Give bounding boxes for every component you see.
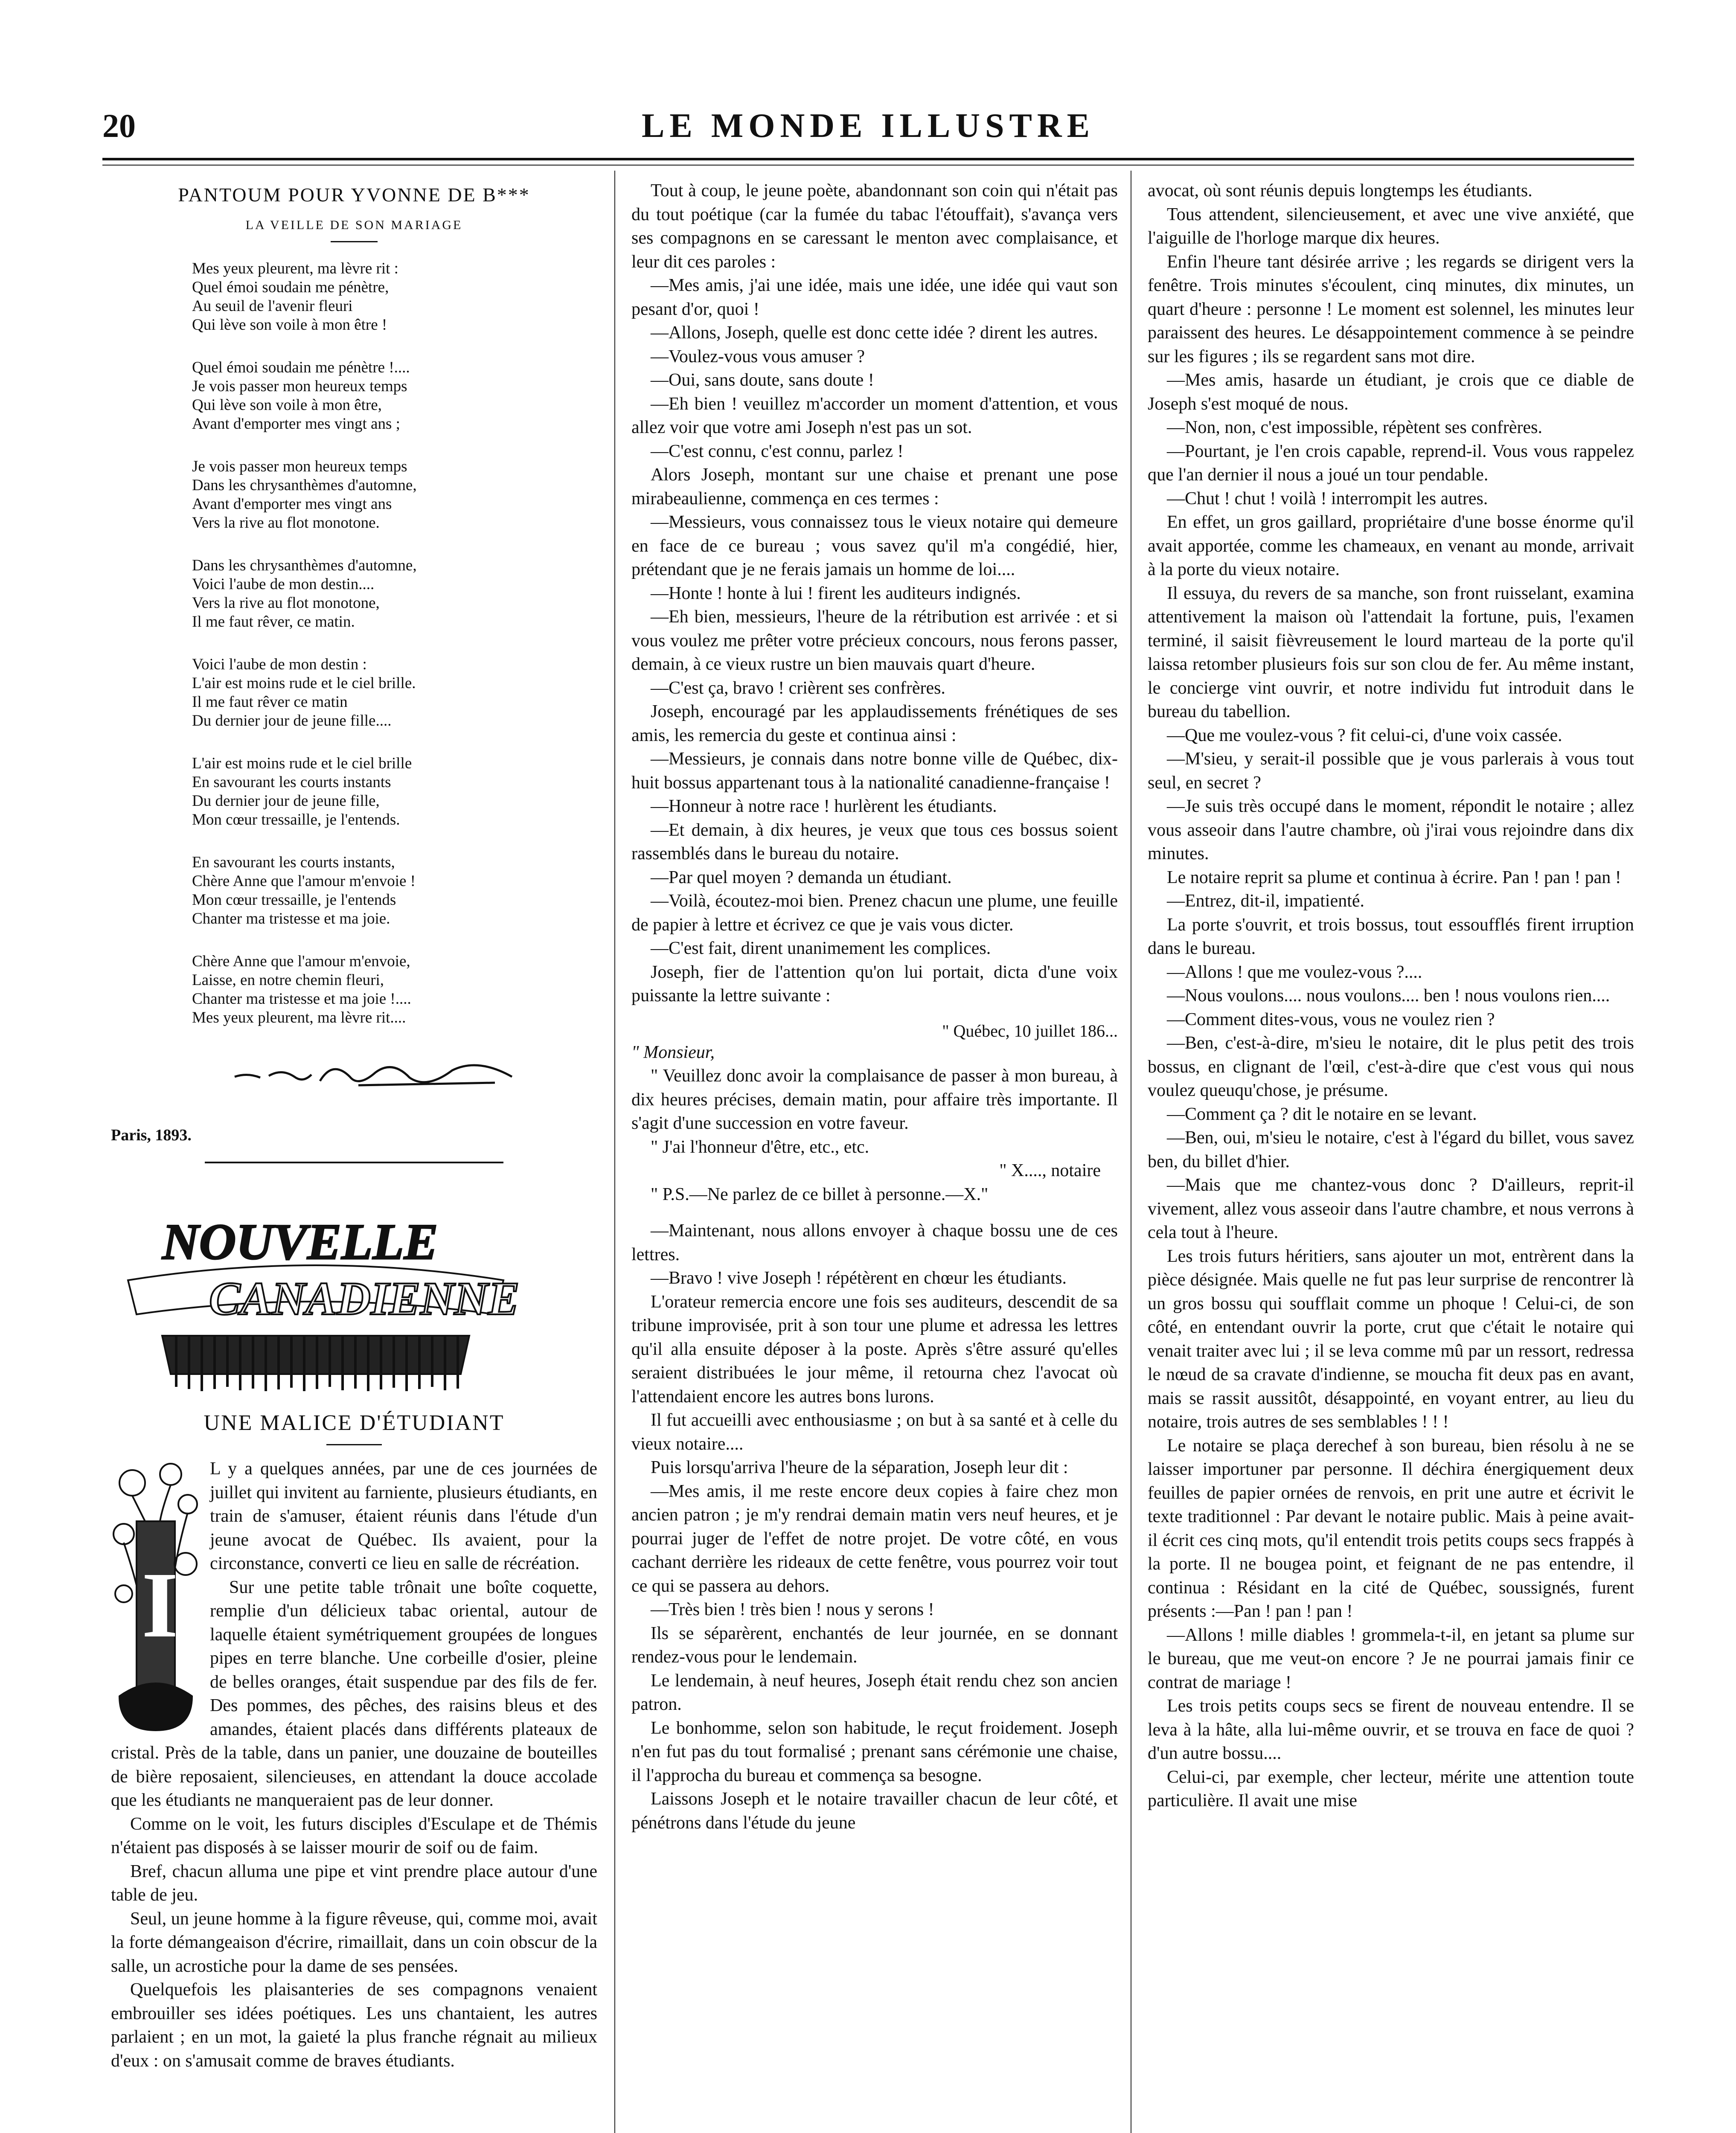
poem-verse: Voici l'aube de mon destin : <box>192 656 367 673</box>
story-paragraph: Le lendemain, à neuf heures, Joseph était rendu chez son ancien patron. <box>631 1671 1118 1714</box>
story-paragraph: Ils se séparèrent, enchantés de leur journée, en se donnant rendez-vous pour le lendemain. <box>631 1623 1118 1667</box>
poem-verse: En savourant les courts instants <box>192 773 391 791</box>
poem-stanza <box>192 853 597 928</box>
letter-closing: " J'ai l'honneur d'être, etc., etc. <box>651 1137 869 1157</box>
poem-title: PANTOUM POUR YVONNE DE B*** <box>178 184 530 206</box>
story-paragraph: —Oui, sans doute, sans doute ! <box>651 370 874 390</box>
poem-stanza <box>192 556 597 631</box>
story-paragraph: —Allons ! mille diables ! grommela-t-il, en jetant sa plume sur le bureau, que me veut-on encore ? Je ne pourrai jamais finir ce contrat de mariage ! <box>1148 1625 1634 1692</box>
story-paragraph: —Non, non, c'est impossible, répètent ses confrères. <box>1167 418 1543 437</box>
column-divider <box>614 171 615 2133</box>
letter-signature: " X...., notaire <box>999 1161 1101 1180</box>
banner-word-canadienne: CANADIENNE <box>209 1273 520 1325</box>
poem-verse: Quel émoi soudain me pénètre !.... <box>192 359 410 376</box>
poem-stanza <box>192 358 597 433</box>
page-number: 20 <box>102 107 136 144</box>
story-paragraph: —Très bien ! très bien ! nous y serons ! <box>651 1600 934 1619</box>
story-column-2 <box>631 179 1118 1008</box>
story-paragraph: Bref, chacun alluma une pipe et vint prendre place autour d'une table de jeu. <box>111 1861 597 1905</box>
story-paragraph: Laissons Joseph et le notaire travailler chacun de leur côté, et pénétrons dans l'étude du jeune <box>631 1789 1118 1833</box>
story-paragraph: Comme on le voit, les futurs disciples d'Esculape et de Thémis n'étaient pas disposés à se laisser mourir de soif ou de faim. <box>111 1814 597 1857</box>
story-paragraph: L y a quelques années, par une de ces journées de juillet qui invitent au farniente, plusieurs étudiants, en train de s'amuser, étaient réunis dans l'étude d'un jeune avocat de Québec. Ils avaient, pour la circonstance, converti ce lieu en salle de récréation. <box>210 1459 597 1573</box>
poem-verse: Il me faut rêver ce matin <box>192 693 348 711</box>
story-paragraph: —Par quel moyen ? demanda un étudiant. <box>651 867 952 887</box>
story-paragraph: Le notaire se plaça derechef à son bureau, bien résolu à ne se laisser importuner par personne. Il déchira énergiquement deux feuilles de papier ornées de renvois, en prit une autre et écrivit le texte traditionnel : Par devant le notaire public. Mais à peine avait-il écrit ces cinq mots, qu'il entendit trois petits coups secs frappés à la porte. Il ne bougea point, et feignant de ne pas entendre, il continua : Résidant en la cité de Québec, soussignés, furent présents :—Pan ! pan ! pan ! <box>1148 1436 1634 1621</box>
story-title: UNE MALICE D'ÉTUDIANT <box>204 1411 505 1435</box>
story-paragraph: La porte s'ouvrit, et trois bossus, tout essoufflés firent irruption dans le bureau. <box>1148 915 1634 958</box>
story-paragraph: L'orateur remercia encore une fois ses auditeurs, descendit de sa tribune improvisée, prit à son tour une plume et adressa les lettres qu'il alla ensuite déposer à la poste. Après s'être assuré qu'elles seraient distribuées le jour même, il retourna chez l'avocat où l'attendaient encore les autres bons lurons. <box>631 1292 1118 1407</box>
story-paragraph: Il fut accueilli avec enthousiasme ; on but à sa santé et à celle du vieux notaire.... <box>631 1410 1118 1454</box>
story-paragraph: —Mes amis, il me reste encore deux copies à faire chez mon ancien patron ; je m'y rendrai demain matin vers neuf heures, et je pourrai juger de l'effet de notre projet. De votre côté, en vous cachant derrière les rideaux de cette fenêtre, vous pourrez voir tout ce qui se passera au dehors. <box>631 1481 1118 1596</box>
story-paragraph: —Entrez, dit-il, impatienté. <box>1167 891 1365 911</box>
poem-stanza <box>192 457 597 532</box>
story-paragraph: —Ben, c'est-à-dire, m'sieu le notaire, dit le plus petit des trois bossus, en clignant de l'œil, c'est-à-dire que c'est vous qui nous voulez queuqu'chose, je présume. <box>1148 1033 1634 1100</box>
story-paragraph: —Honneur à notre race ! hurlèrent les étudiants. <box>651 796 997 816</box>
story-paragraph: —Que me voulez-vous ? fit celui-ci, d'une voix cassée. <box>1167 725 1562 745</box>
story-paragraph: —Allons, Joseph, quelle est donc cette idée ? dirent les autres. <box>651 323 1098 343</box>
story-paragraph: —Mais que me chantez-vous donc ? D'ailleurs, reprit-il vivement, allez vous asseoir dans l'autre chambre, et nous verrons à cela tout à l'heure. <box>1148 1175 1634 1242</box>
story-paragraph: Les trois futurs héritiers, sans ajouter un mot, entrèrent dans la pièce désignée. Mais quelle ne fut pas leur surprise de rencontrer là un gros bossu qui soufflait comme un phoque ! Celui-ci, de son côté, en entendant ouvrir la porte, crut que c'était le notaire qui venait traiter avec lui ; il se leva comme mû par un ressort, redressa le nœud de sa cravate d'indienne, se moucha fit deux pas en avant, mais se rassit aussitôt, désappointé, en voyant entrer, au lieu du notaire, trois autres de ses semblables ! ! ! <box>1148 1246 1634 1432</box>
letter-salutation: " Monsieur, <box>631 1042 715 1062</box>
story-paragraph: —C'est fait, dirent unanimement les complices. <box>651 939 991 958</box>
story-paragraph: Tout à coup, le jeune poète, abandonnant son coin qui n'était pas du tout poétique (car la fumée du tabac l'étouffait), s'avança vers ses compagnons en se caressant le menton avec complaisance, et leur dit ces paroles : <box>631 181 1118 272</box>
poem-verse: L'air est moins rude et le ciel brille <box>192 755 412 772</box>
story-paragraph: Joseph, encouragé par les applaudissements frénétiques de ses amis, les remercia du geste et continua ainsi : <box>631 702 1118 745</box>
header-rule-thin <box>102 165 1634 166</box>
story-paragraph: Seul, un jeune homme à la figure rêveuse, qui, comme moi, avait la forte démangeaison d'écrire, rimaillait, dans un coin obscur de la salle, un acrostiche pour la dame de ses pensées. <box>111 1909 597 1976</box>
story-paragraph: Sur une petite table trônait une boîte coquette, remplie d'un délicieux tabac oriental, autour de laquelle étaient symétriquement groupées de longues pipes en terre blanche. Une corbeille d'osier, pleine de belles oranges, était suspendue par des fils de fer. Des pommes, des pêches, des raisins bleus et des amandes, étaient placés dans différents plateaux de cristal. Près de la table, dans un panier, une douzaine de bouteilles de bière reposaient, silencieuses, en attendant la douce accolade que les étudiants ne manqueraient pas de leur donner. <box>111 1577 597 1810</box>
story-paragraph: Puis lorsqu'arriva l'heure de la séparation, Joseph leur dit : <box>651 1458 1068 1477</box>
poem-verse: Avant d'emporter mes vingt ans ; <box>192 415 400 433</box>
story-paragraph: —C'est connu, c'est connu, parlez ! <box>651 441 904 461</box>
story-paragraph: —Bravo ! vive Joseph ! répétèrent en chœur les étudiants. <box>651 1268 1067 1288</box>
poem-dateline: Paris, 1893. <box>111 1126 192 1144</box>
masthead-title: LE MONDE ILLUSTRE <box>642 107 1095 145</box>
story-paragraph: —Voulez-vous vous amuser ? <box>651 346 865 366</box>
story-paragraph: —Maintenant, nous allons envoyer à chaque bossu une de ces lettres. <box>631 1221 1118 1264</box>
poem-verse: Au seuil de l'avenir fleuri <box>192 297 353 315</box>
story-paragraph: Le notaire reprit sa plume et continua à écrire. Pan ! pan ! pan ! <box>1167 867 1621 887</box>
nouvelle-canadienne-banner <box>111 1174 521 1395</box>
story-paragraph: —M'sieu, y serait-il possible que je vous parlerais à vous tout seul, en secret ? <box>1148 749 1634 793</box>
column-2 <box>631 179 1118 2133</box>
story-paragraph: —Comment ça ? dit le notaire en se levant. <box>1167 1104 1477 1124</box>
poem-verse: Dans les chrysanthèmes d'automne, <box>192 557 417 574</box>
poem-verse: Avant d'emporter mes vingt ans <box>192 495 392 513</box>
poem-verse: Du dernier jour de jeune fille.... <box>192 712 392 729</box>
banner-word-nouvelle: NOUVELLE <box>162 1213 438 1270</box>
poem-verse: Mes yeux pleurent, ma lèvre rit.... <box>192 1009 406 1026</box>
poem-stanza <box>192 952 597 1027</box>
story-paragraph: —Mes amis, hasarde un étudiant, je crois que ce diable de Joseph s'est moqué de nous. <box>1148 370 1634 414</box>
poem-stanza <box>192 259 597 334</box>
poem-verse: Quel émoi soudain me pénètre, <box>192 279 389 296</box>
story-paragraph: —Et demain, à dix heures, je veux que tous ces bossus soient rassemblés dans le bureau du notaire. <box>631 820 1118 863</box>
divider <box>326 1444 382 1445</box>
svg-text:I: I <box>142 1553 178 1657</box>
poem-verse: Chanter ma tristesse et ma joie. <box>192 910 390 927</box>
story-paragraph: Enfin l'heure tant désirée arrive ; les regards se dirigent vers la fenêtre. Trois minutes s'écoulent, cinq minutes, dix minutes, un quart d'heure : personne ! Le moment est solennel, les minutes leur paraissent des heures. Le désappointement commence à se peindre sur les figures ; ils se regardent sans mot dire. <box>1148 252 1634 366</box>
poem-verse: Chère Anne que l'amour m'envoie, <box>192 953 410 970</box>
story-paragraph: —Ben, oui, m'sieu le notaire, c'est à l'égard du billet, vous savez ben, du billet d'hier. <box>1148 1128 1634 1171</box>
story-column-2-continued <box>631 1219 1118 1835</box>
poem-stanza <box>192 655 597 730</box>
story-paragraph: —Eh bien ! veuillez m'accorder un moment d'attention, et vous allez voir que votre ami Joseph n'est pas un sot. <box>631 394 1118 437</box>
story-column-3 <box>1148 179 1634 1813</box>
header-rule <box>102 158 1634 160</box>
divider <box>331 241 378 242</box>
poem-verse: En savourant les courts instants, <box>192 854 395 871</box>
author-signature <box>230 1051 529 1098</box>
story-paragraph: —Eh bien, messieurs, l'heure de la rétribution est arrivée : et si vous voulez me prêter votre précieux concours, nous ferons passer, demain, à ce vieux rustre un bien mauvais quart d'heure. <box>631 607 1118 674</box>
ornament-rule <box>205 1162 503 1163</box>
story-paragraph: —C'est ça, bravo ! crièrent ses confrères. <box>651 678 945 698</box>
story-paragraph: —Pourtant, je l'en crois capable, reprend-il. Vous vous rappelez que l'an dernier il nous a joué un tour pendable. <box>1148 441 1634 485</box>
letter-date: " Québec, 10 juillet 186... <box>942 1021 1118 1040</box>
story-paragraph: —Mes amis, j'ai une idée, mais une idée, une idée qui vaut son pesant d'or, quoi ! <box>631 276 1118 319</box>
poem-verse: Qui lève son voile à mon être ! <box>192 316 387 334</box>
letter-body: " Veuillez donc avoir la complaisance de passer à mon bureau, à dix heures précises, demain matin, pour affaire très importante. Il s'agit d'une succession en votre faveur. <box>631 1066 1118 1133</box>
story-paragraph: Tous attendent, silencieusement, et avec une vive anxiété, que l'aiguille de l'horloge marque dix heures. <box>1148 204 1634 248</box>
column-1 <box>111 179 597 2133</box>
poem-verse: Vers la rive au flot monotone. <box>192 514 380 532</box>
story-paragraph: Les trois petits coups secs se firent de nouveau entendre. Il se leva à la hâte, alla lui-même ouvrir, et se trouva en face de quoi ? d'un autre bossu.... <box>1148 1696 1634 1763</box>
poem-verse: Je vois passer mon heureux temps <box>192 458 407 475</box>
poem-stanza <box>192 754 597 829</box>
story-paragraph: —Messieurs, vous connaissez tous le vieux notaire qui demeure en face de ce bureau ; vous savez qu'il m'a congédié, hier, prétendant que je ne ferais jamais un homme de loi.... <box>631 512 1118 579</box>
poem-subtitle: LA VEILLE DE SON MARIAGE <box>245 218 463 232</box>
story-paragraph: —Messieurs, je connais dans notre bonne ville de Québec, dix-huit bossus appartenant tous à la nationalité canadienne-française ! <box>631 749 1118 793</box>
story-paragraph: —Je suis très occupé dans le moment, répondit le notaire ; allez vous asseoir dans l'autre chambre, où j'irai vous rejoindre dans dix minutes. <box>1148 796 1634 863</box>
story-paragraph: Le bonhomme, selon son habitude, le reçut froidement. Joseph n'en fut pas du tout formalisé ; prenant sans cérémonie une chaise, il l'approcha du bureau et commença sa besogne. <box>631 1718 1118 1785</box>
story-paragraph: En effet, un gros gaillard, propriétaire d'une bosse énorme qu'il avait apportée, comme les chameaux, en venant au monde, arrivait à la porte du vieux notaire. <box>1148 512 1634 579</box>
story-paragraph: —Nous voulons.... nous voulons.... ben ! nous voulons rien.... <box>1167 986 1610 1005</box>
story-paragraph: —Honte ! honte à lui ! firent les auditeurs indignés. <box>651 583 1021 603</box>
story-paragraph: Il essuya, du revers de sa manche, son front ruisselant, examina attentivement la maison où l'attendait la fortune, puis, l'examen terminé, il saisit fièvreusement le lourd marteau de la porte qu'il laissa retomber plusieurs fois sur son clou de fer. Au même instant, le concierge vint ouvrir, et notre individu fut introduit dans le bureau du tabellion. <box>1148 583 1634 721</box>
story-paragraph: avocat, où sont réunis depuis longtemps les étudiants. <box>1148 181 1532 201</box>
story-paragraph: —Voilà, écoutez-moi bien. Prenez chacun une plume, une feuille de papier à lettre et écrivez ce que je vais vous dicter. <box>631 891 1118 935</box>
poem-verse: Il me faut rêver, ce matin. <box>192 613 355 631</box>
story-paragraph: —Chut ! chut ! voilà ! interrompit les autres. <box>1167 488 1488 509</box>
poem-verse: Mon cœur tressaille, je l'entends. <box>192 811 400 828</box>
poem-verse: Mon cœur tressaille, je l'entends <box>192 891 396 909</box>
story-paragraph: —Comment dites-vous, vous ne voulez rien ? <box>1167 1009 1495 1029</box>
illustrated-dropcap <box>111 1457 201 1735</box>
story-paragraph: Alors Joseph, montant sur une chaise et prenant une pose mirabeaulienne, commença en ces termes : <box>631 465 1118 509</box>
story-paragraph: Joseph, fier de l'attention qu'on lui portait, dicta d'une voix puissante la lettre suivante : <box>631 962 1118 1005</box>
poem-verse: Laisse, en notre chemin fleuri, <box>192 971 384 989</box>
poem-verse: Chanter ma tristesse et ma joie !.... <box>192 990 411 1008</box>
poem-verse: Je vois passer mon heureux temps <box>192 378 407 395</box>
story-paragraph: Celui-ci, par exemple, cher lecteur, mérite une attention toute particulière. Il avait une mise <box>1148 1767 1634 1810</box>
letter-postscript: " P.S.—Ne parlez de ce billet à personne.—X." <box>651 1184 989 1204</box>
poem-verse: Dans les chrysanthèmes d'automne, <box>192 477 417 494</box>
page-header <box>102 107 1634 154</box>
poem-verse: Mes yeux pleurent, ma lèvre rit : <box>192 260 398 277</box>
poem-verse: Qui lève son voile à mon être, <box>192 396 382 414</box>
poem-verse: Du dernier jour de jeune fille, <box>192 792 380 810</box>
poem-verse: Chère Anne que l'amour m'envoie ! <box>192 872 416 890</box>
column-3 <box>1148 179 1634 2133</box>
poem-verse: Voici l'aube de mon destin.... <box>192 575 375 593</box>
poem-body <box>111 259 597 1027</box>
story-paragraph: Quelquefois les plaisanteries de ses compagnons venaient embrouiller ses idées poétiques. Les uns chantaient, les autres parlaient ; en un mot, la gaieté la plus franche régnait au milieux d'eux : on s'amusait comme de braves étudiants. <box>111 1980 597 2071</box>
poem-verse: Vers la rive au flot monotone, <box>192 594 380 612</box>
story-paragraph: —Allons ! que me voulez-vous ?.... <box>1167 962 1422 982</box>
poem-verse: L'air est moins rude et le ciel brille. <box>192 674 416 692</box>
